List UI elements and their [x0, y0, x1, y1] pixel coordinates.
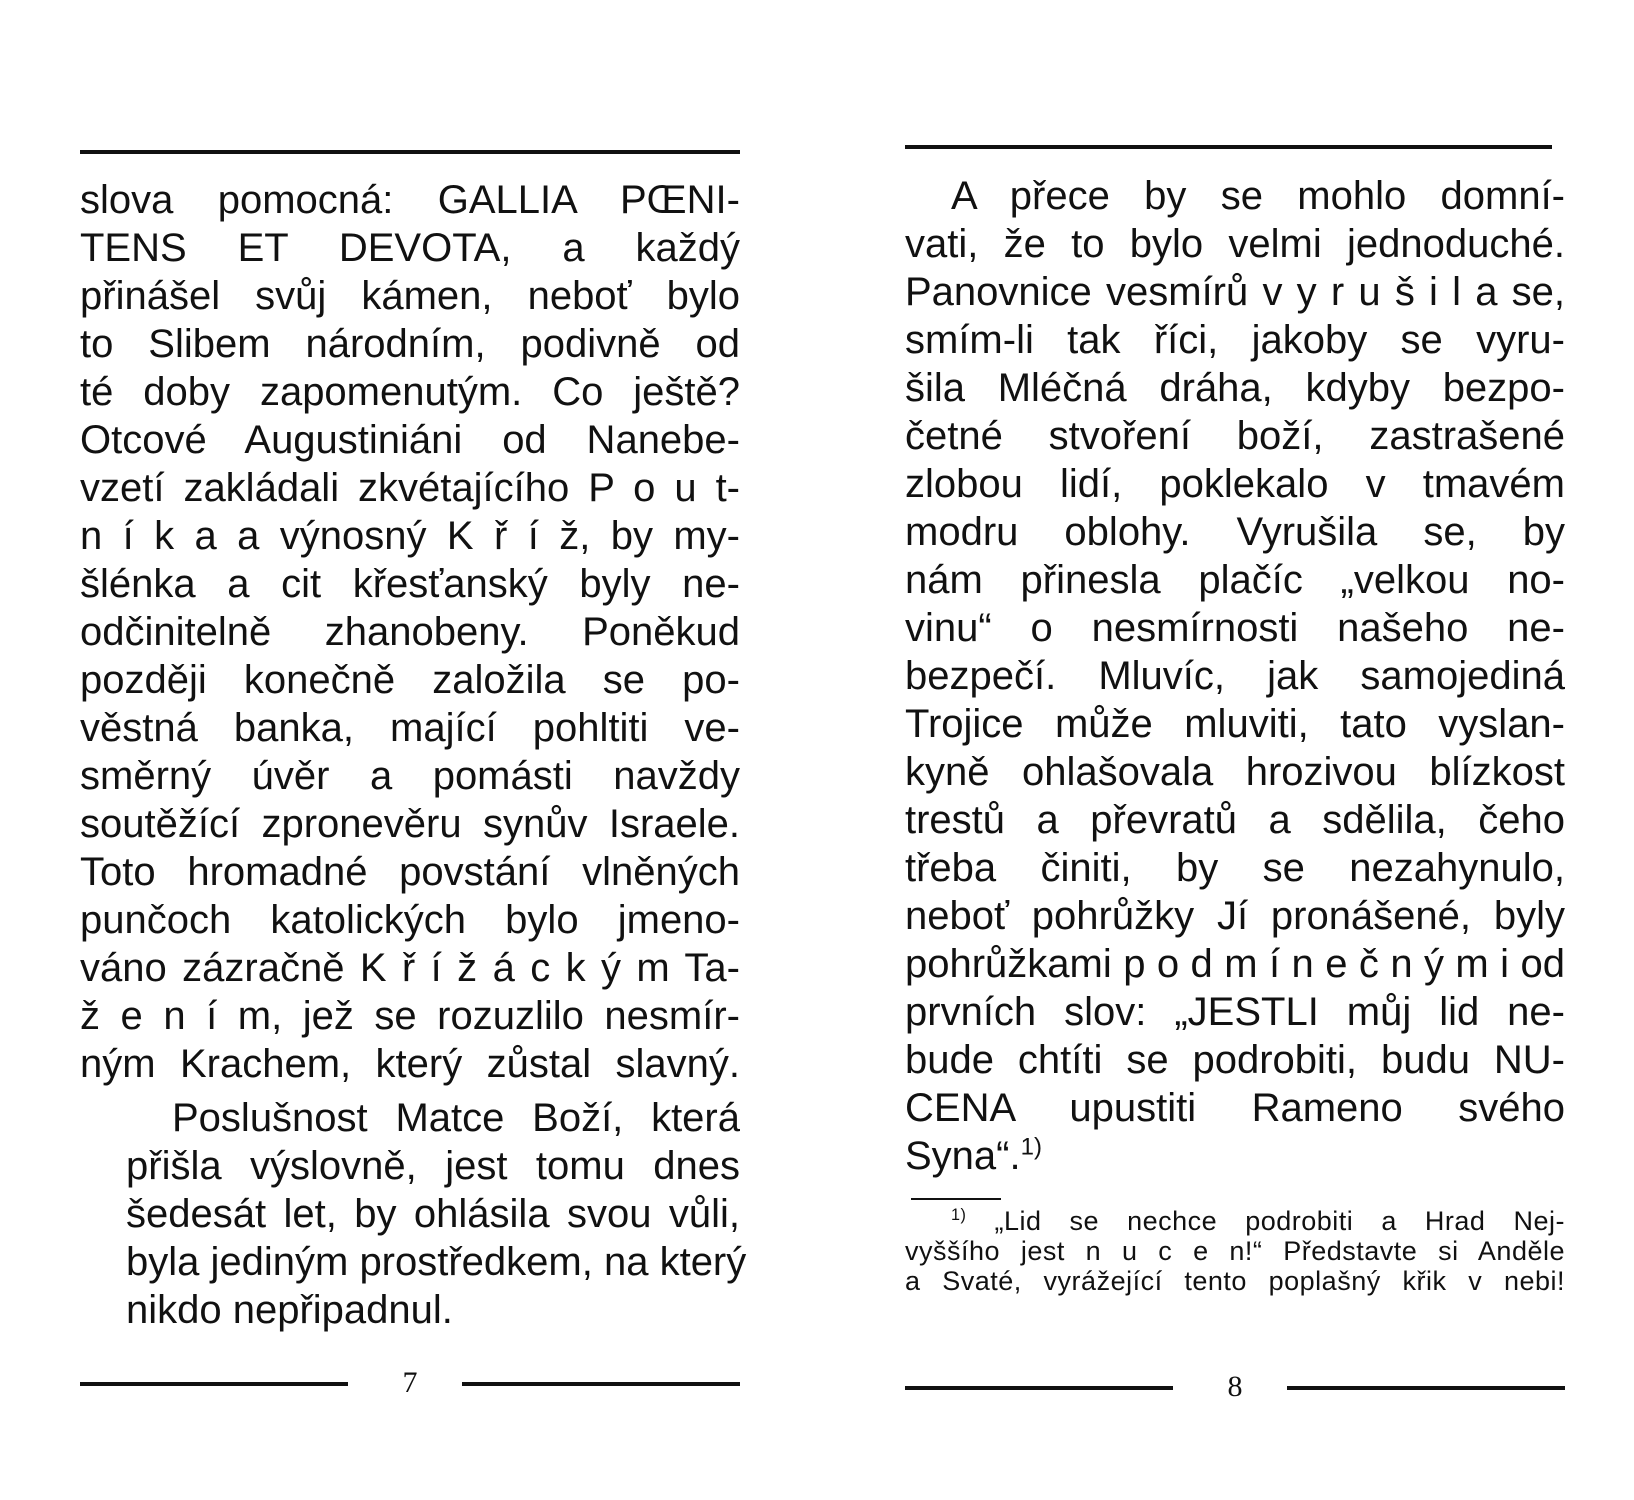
footnote-line: a Svaté, vyrážející tento poplašný křik v nebi! [905, 1266, 1565, 1296]
text-line: vinu“ o nesmírnosti našeho ne- [905, 606, 1565, 650]
right-page-text [905, 172, 1565, 1296]
text-line: směrný úvěr a pomásti navždy [80, 754, 740, 798]
text-line: šedesát let, by ohlásila svou vůli, [126, 1192, 740, 1236]
text-line: soutěžící zpronevěru synův Israele. [80, 802, 740, 846]
text-line: přišla výslovně, jest tomu dnes [126, 1144, 740, 1188]
text-line: Otcové Augustiniáni od Nanebe- [80, 418, 740, 462]
text-line: té doby zapomenutým. Co ještě? [80, 370, 740, 414]
text-line: bezpečí. Mluvíc, jak samojediná [905, 654, 1565, 698]
text-line: to Slibem národním, podivně od [80, 322, 740, 366]
footer-rule [462, 1382, 740, 1386]
paragraph [80, 1094, 747, 1334]
text-line: punčoch katolických bylo jmeno- [80, 898, 740, 942]
footnote-rule [911, 1198, 1001, 1200]
text-line: A přece by se mohlo domní- [951, 174, 1565, 218]
page-number: 7 [402, 1366, 418, 1399]
text-line: zlobou lidí, poklekalo v tmavém [905, 462, 1565, 506]
footnote-line [905, 1206, 1565, 1236]
right-page [905, 0, 1565, 1500]
text-line: četné stvoření boží, zastrašené [905, 414, 1565, 458]
text-line: přinášel svůj kámen, neboť bylo [80, 274, 740, 318]
footnote-line: vyššího jest n u c e n!“ Představte si Anděle [905, 1236, 1565, 1266]
left-page-text [80, 176, 747, 1334]
footnote-text: „Lid se nechce podrobiti a Hrad Nej- [994, 1206, 1565, 1236]
text-line: Trojice může mluviti, tato vyslan- [905, 702, 1565, 746]
text-line: CENA upustiti Rameno svého [905, 1086, 1565, 1130]
page-number: 8 [1227, 1370, 1243, 1403]
text-line: neboť pohrůžky Jí pronášené, byly [905, 894, 1565, 938]
left-page [80, 0, 747, 1500]
text-line: smím-li tak říci, jakoby se vyru- [905, 318, 1565, 362]
footnote-marker: 1) [951, 1206, 967, 1224]
text-line: váno zázračně K ř í ž á c k ý m Ta- [80, 946, 740, 990]
page-footer [80, 1368, 740, 1398]
text-line: třeba činiti, by se nezahynulo, [905, 846, 1565, 890]
text-line: modru oblohy. Vyrušila se, by [905, 510, 1565, 554]
top-rule [905, 145, 1552, 149]
text-line [905, 1132, 1565, 1180]
footnote [905, 1206, 1565, 1296]
text-line-end: Syna“. [905, 1134, 1021, 1178]
text-line: TENS ET DEVOTA, a každý [80, 226, 740, 270]
paragraph [80, 176, 740, 1088]
text-line: kyně ohlašovala hrozivou blízkost [905, 750, 1565, 794]
footer-rule [905, 1386, 1173, 1390]
text-line: později konečně založila se po- [80, 658, 740, 702]
text-line: slova pomocná: GALLIA PŒNI- [80, 178, 740, 222]
text-line: nám přinesla plačíc „velkou no- [905, 558, 1565, 602]
text-line: pohrůžkami p o d m í n e č n ý m i od [905, 942, 1565, 986]
text-line: vzetí zakládali zkvétajícího P o u t- [80, 466, 740, 510]
text-line: nikdo nepřipadnul. [126, 1288, 453, 1332]
text-line: Poslušnost Matce Boží, která [172, 1096, 740, 1140]
footer-rule [80, 1382, 348, 1386]
footer-rule [1287, 1386, 1565, 1390]
text-line: Panovnice vesmírů v y r u š i l a se, [905, 270, 1565, 314]
top-rule [80, 150, 740, 154]
text-line: Toto hromadné povstání vlněných [80, 850, 740, 894]
text-line: prvních slov: „JESTLI můj lid ne- [905, 990, 1565, 1034]
paragraph [905, 172, 1565, 1180]
text-line: vati, že to bylo velmi jednoduché. [905, 222, 1565, 266]
text-line: ž e n í m, jež se rozuzlilo nesmír- [80, 994, 740, 1038]
text-line: ným Krachem, který zůstal slavný. [80, 1042, 740, 1086]
text-line: byla jediným prostředkem, na který [126, 1240, 747, 1284]
text-line: n í k a a výnosný K ř í ž, by my- [80, 514, 740, 558]
text-line: trestů a převratů a sdělila, čeho [905, 798, 1565, 842]
page-footer [905, 1372, 1565, 1402]
text-line: bude chtíti se podrobiti, budu NU- [905, 1038, 1565, 1082]
text-line: šlénka a cit křesťanský byly ne- [80, 562, 740, 606]
text-line: odčinitelně zhanobeny. Poněkud [80, 610, 740, 654]
text-line: věstná banka, mající pohltiti ve- [80, 706, 740, 750]
footnote-reference: 1) [1020, 1133, 1042, 1161]
text-line: šila Mléčná dráha, kdyby bezpo- [905, 366, 1565, 410]
